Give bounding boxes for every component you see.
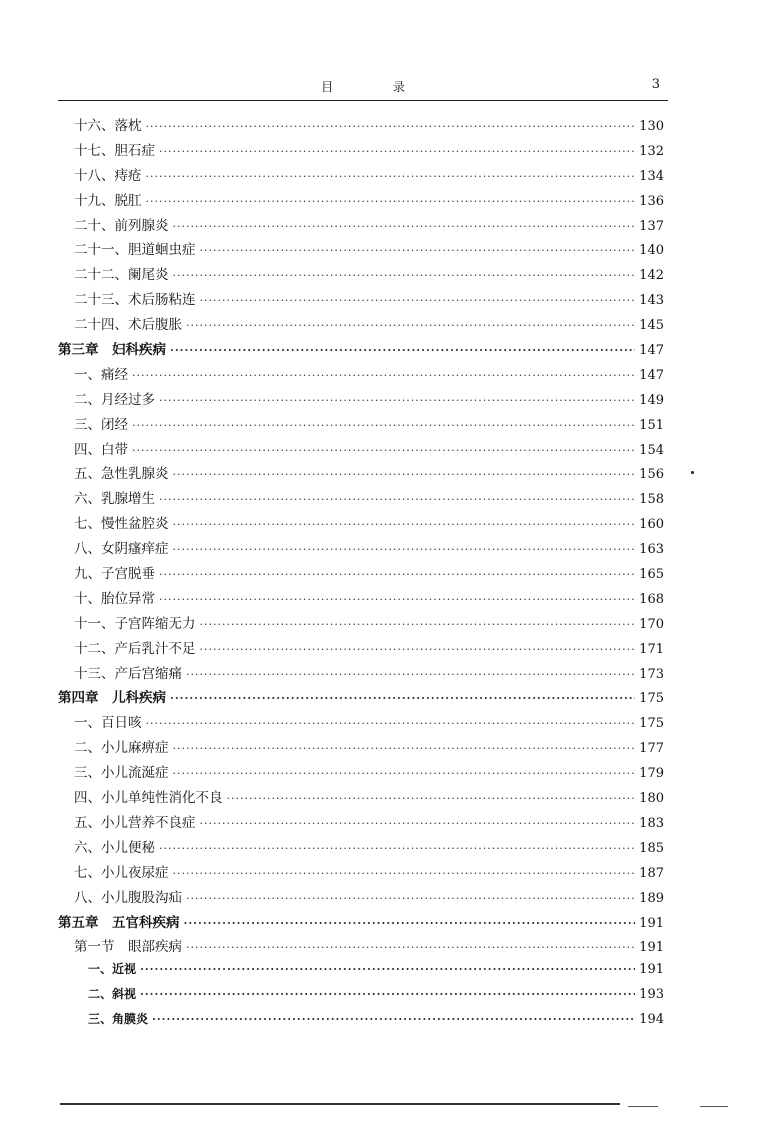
page-number: 3	[651, 77, 660, 92]
toc-entry	[58, 736, 664, 761]
toc-entry-page: 165	[639, 567, 664, 583]
toc-entry	[58, 861, 664, 886]
toc-entry-page: 168	[639, 591, 664, 607]
toc-entry-label: 十二、产后乳汁不足	[74, 640, 196, 657]
toc-entry	[58, 238, 664, 263]
toc-entry	[58, 786, 664, 811]
toc-entry-page: 179	[639, 766, 664, 782]
toc-leader-dots	[159, 394, 635, 407]
toc-leader-dots	[170, 344, 635, 357]
toc-entry-label: 十九、脱肛	[74, 192, 142, 209]
toc-entry	[58, 114, 664, 139]
toc-leader-dots	[132, 444, 635, 457]
toc-leader-dots	[159, 493, 635, 506]
toc-leader-dots	[186, 668, 635, 681]
toc-entry-label: 二十二、阑尾炎	[74, 267, 169, 284]
toc-entry-page: 177	[639, 741, 664, 757]
toc-leader-dots	[200, 643, 636, 656]
toc-leader-dots	[227, 792, 636, 805]
toc-leader-dots	[200, 618, 636, 631]
toc-chapter-label: 第五章 五官科疾病	[58, 914, 180, 931]
toc-entry-page: 140	[639, 243, 664, 259]
toc-entry-page: 147	[639, 343, 664, 359]
toc-leader-dots	[184, 917, 636, 930]
toc-entry-label: 七、慢性盆腔炎	[74, 516, 169, 533]
toc-entry	[58, 263, 664, 288]
toc-entry	[58, 363, 664, 388]
toc-entry-label: 十、胎位异常	[74, 590, 155, 607]
toc-leader-dots	[159, 145, 635, 158]
toc-subsection-label: 二、斜视	[88, 987, 137, 1002]
toc-leader-dots	[159, 842, 635, 855]
toc-chapter	[58, 911, 664, 936]
toc-entry	[58, 164, 664, 189]
toc-entry-label: 十七、胆石症	[74, 142, 155, 159]
toc-entry-label: 三、闭经	[74, 416, 128, 433]
toc-entry-page: 149	[639, 392, 664, 408]
toc-chapter-label: 第四章 儿科疾病	[58, 690, 166, 707]
toc-entry	[58, 413, 664, 438]
toc-entry-page: 142	[639, 268, 664, 284]
toc-entry-label: 二十三、术后肠粘连	[74, 292, 196, 309]
table-of-contents	[58, 114, 664, 1035]
toc-leader-dots	[173, 742, 636, 755]
toc-leader-dots	[173, 269, 636, 282]
toc-entry-page: 134	[639, 168, 664, 184]
toc-entry	[58, 811, 664, 836]
toc-entry-label: 九、子宫脱垂	[74, 566, 155, 583]
toc-entry	[58, 562, 664, 587]
scan-speck	[691, 471, 694, 474]
toc-entry-page: 191	[639, 962, 664, 978]
toc-entry-label: 七、小儿夜尿症	[74, 864, 169, 881]
toc-entry-page: 132	[639, 143, 664, 159]
toc-leader-dots	[173, 867, 636, 880]
toc-entry-page: 187	[639, 865, 664, 881]
footer-rule	[60, 1103, 620, 1105]
toc-chapter	[58, 686, 664, 711]
toc-entry-page: 137	[639, 218, 664, 234]
toc-entry-label: 十八、痔疮	[74, 167, 142, 184]
toc-entry	[58, 388, 664, 413]
toc-entry-page: 154	[639, 442, 664, 458]
toc-leader-dots	[173, 767, 636, 780]
toc-entry-page: 147	[639, 367, 664, 383]
toc-section	[58, 935, 664, 960]
toc-entry-label: 六、小儿便秘	[74, 839, 155, 856]
toc-entry-label: 四、小儿单纯性消化不良	[74, 790, 223, 807]
toc-entry-page: 170	[639, 616, 664, 632]
toc-entry-label: 三、小儿流涎症	[74, 765, 169, 782]
toc-entry	[58, 711, 664, 736]
toc-entry-label: 五、小儿营养不良症	[74, 814, 196, 831]
toc-entry-page: 191	[639, 940, 664, 956]
toc-section-label: 第一节 眼部疾病	[74, 939, 182, 956]
toc-entry-label: 一、百日咳	[74, 715, 142, 732]
toc-leader-dots	[200, 817, 636, 830]
toc-entry	[58, 836, 664, 861]
toc-entry-label: 二十、前列腺炎	[74, 217, 169, 234]
toc-entry	[58, 438, 664, 463]
toc-entry	[58, 189, 664, 214]
toc-entry-page: 171	[639, 641, 664, 657]
page-header	[58, 72, 668, 101]
toc-entry-page: 145	[639, 318, 664, 334]
toc-entry-page: 183	[639, 815, 664, 831]
toc-entry	[58, 288, 664, 313]
toc-entry-page: 158	[639, 492, 664, 508]
toc-entry-page: 163	[639, 542, 664, 558]
toc-leader-dots	[152, 1013, 635, 1026]
toc-chapter-label: 第三章 妇科疾病	[58, 342, 166, 359]
toc-entry-page: 143	[639, 293, 664, 309]
toc-entry	[58, 886, 664, 911]
toc-entry-page: 193	[639, 987, 664, 1003]
toc-entry-page: 175	[639, 716, 664, 732]
toc-entry	[58, 214, 664, 239]
toc-entry-page: 180	[639, 791, 664, 807]
toc-leader-dots	[173, 220, 636, 233]
toc-entry-label: 二、月经过多	[74, 391, 155, 408]
toc-subsection-label: 一、近视	[88, 962, 137, 977]
toc-entry	[58, 313, 664, 338]
toc-leader-dots	[186, 319, 635, 332]
header-title: 目 录	[321, 80, 433, 94]
toc-entry-label: 十三、产后宫缩痛	[74, 665, 182, 682]
toc-entry	[58, 637, 664, 662]
toc-entry-label: 一、痛经	[74, 366, 128, 383]
toc-entry-page: 136	[639, 193, 664, 209]
toc-leader-dots	[200, 244, 636, 257]
toc-subsection-label: 三、角膜炎	[88, 1012, 149, 1027]
toc-leader-dots	[146, 170, 636, 183]
toc-leader-dots	[132, 369, 635, 382]
toc-entry-label: 五、急性乳腺炎	[74, 466, 169, 483]
toc-entry-page: 191	[639, 915, 664, 931]
footer-rule-fragment	[628, 1106, 658, 1107]
toc-entry-label: 二十一、胆道蛔虫症	[74, 242, 196, 259]
toc-entry-label: 十六、落枕	[74, 118, 142, 134]
toc-entry	[58, 487, 664, 512]
toc-entry-label: 二、小儿麻痹症	[74, 740, 169, 757]
toc-entry-page: 173	[639, 666, 664, 682]
toc-entry-label: 二十四、术后腹胀	[74, 317, 182, 334]
toc-entry-label: 八、小儿腹股沟疝	[74, 889, 182, 906]
toc-leader-dots	[140, 963, 635, 976]
toc-leader-dots	[146, 717, 636, 730]
toc-leader-dots	[200, 294, 636, 307]
toc-entry-page: 156	[639, 467, 664, 483]
toc-entry-page: 189	[639, 890, 664, 906]
toc-leader-dots	[173, 468, 636, 481]
toc-entry	[58, 139, 664, 164]
toc-entry-page: 175	[639, 691, 664, 707]
toc-entry-page: 130	[639, 119, 664, 134]
toc-entry-label: 八、女阴瘙痒症	[74, 541, 169, 558]
toc-entry-label: 六、乳腺增生	[74, 491, 155, 508]
toc-leader-dots	[146, 120, 636, 133]
toc-entry	[58, 462, 664, 487]
toc-chapter	[58, 338, 664, 363]
toc-leader-dots	[173, 518, 636, 531]
toc-entry-page: 194	[639, 1012, 664, 1028]
toc-subsection	[58, 960, 664, 985]
toc-leader-dots	[159, 593, 635, 606]
toc-subsection	[58, 985, 664, 1010]
toc-entry-page: 151	[639, 417, 664, 433]
footer-rule-fragment	[700, 1106, 728, 1107]
toc-entry	[58, 612, 664, 637]
toc-entry-page: 160	[639, 517, 664, 533]
toc-leader-dots	[170, 692, 635, 705]
toc-leader-dots	[173, 543, 636, 556]
toc-entry	[58, 587, 664, 612]
toc-entry	[58, 537, 664, 562]
toc-leader-dots	[146, 195, 636, 208]
toc-entry-label: 十一、子宫阵缩无力	[74, 615, 196, 632]
toc-entry-label: 四、白带	[74, 441, 128, 458]
toc-entry	[58, 662, 664, 687]
toc-leader-dots	[132, 419, 635, 432]
toc-leader-dots	[186, 941, 635, 954]
toc-leader-dots	[186, 892, 635, 905]
toc-leader-dots	[159, 568, 635, 581]
toc-entry	[58, 761, 664, 786]
toc-subsection	[58, 1010, 664, 1035]
toc-entry-page: 185	[639, 840, 664, 856]
toc-entry	[58, 512, 664, 537]
toc-leader-dots	[140, 988, 635, 1001]
